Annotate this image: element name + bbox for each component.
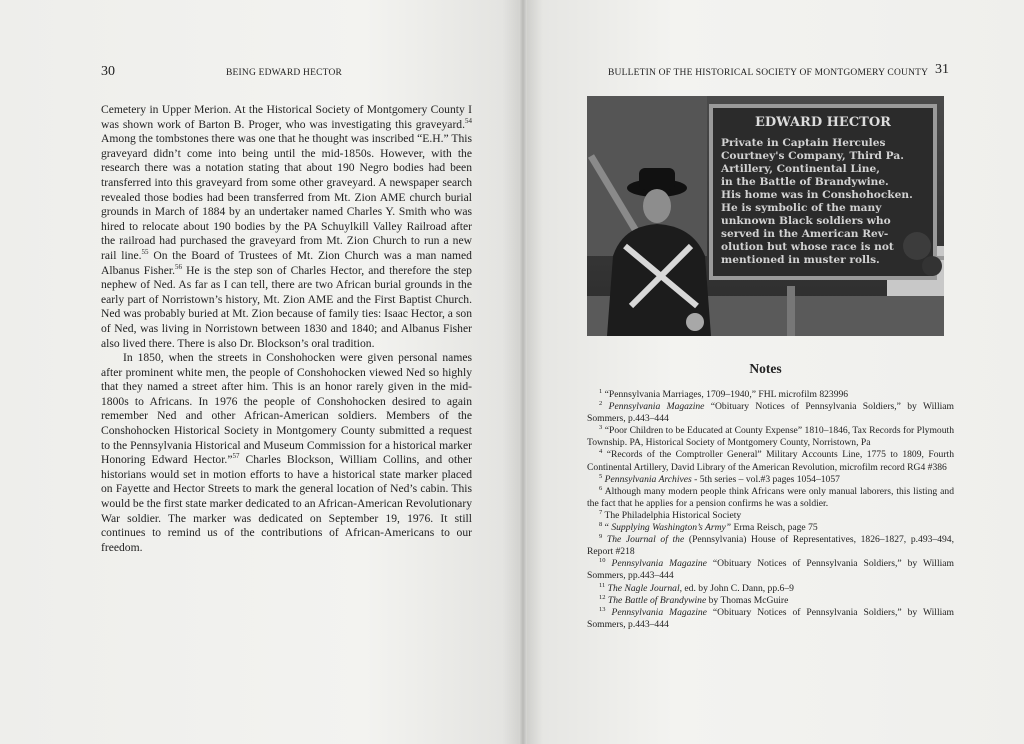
marker-text bbox=[720, 115, 913, 266]
notes-list bbox=[587, 389, 954, 631]
running-head: BEING EDWARD HECTOR bbox=[226, 68, 343, 78]
svg-text:He is symbolic of the many: He is symbolic of the many bbox=[721, 202, 882, 214]
note-item: $^{11}$ The Nagle Journal, ed. by John C. Dann, pp.6–9 bbox=[599, 581, 794, 594]
note-item: $^9$ The Journal of the (Pennsylvania) House of Representatives, 1826–1827, p.493–494, Report #218 bbox=[587, 532, 954, 558]
page-number: 30 bbox=[101, 64, 115, 79]
paragraph: In 1850, when the streets in Conshohocken were given personal names after prominent white men, the people of Conshohocken viewed Ned so highly that they named a street after him. This is an honor rarely given in the mid-1800s to Africans. In 1976 the people of Conshohocken desired to again remember Ned and other African-American soldiers. Members of the Conshohocken Historical Society in Montgomery County submitted a request to the Pennsylvania Historical and Museum Commission for a historical marker Honoring Edward Hector.”$^{57}$ Charles Blockson, William Collins, and other historians would set in motion efforts to have a historical state marker placed on Fayette and Hector Streets to mark the general location of Ned’s cabin. This would be the first state marker dedicated to an African-American Revolutionary War soldier. The marker was dedicated on September 19, 1976. It still continues to remind us of the contributions of African-Americans to our freedom. bbox=[101, 351, 472, 554]
svg-text:in the Battle of Brandywine.: in the Battle of Brandywine. bbox=[721, 176, 889, 188]
svg-text:mentioned in muster rolls.: mentioned in muster rolls. bbox=[721, 254, 880, 266]
svg-text:Private in Captain Hercules: Private in Captain Hercules bbox=[721, 137, 886, 149]
historical-marker-photo bbox=[587, 96, 944, 336]
footnote-ref: 54 bbox=[465, 116, 472, 125]
footnote-ref: 57 bbox=[232, 452, 240, 461]
book-gutter bbox=[519, 0, 527, 744]
svg-text:EDWARD HECTOR: EDWARD HECTOR bbox=[755, 115, 891, 130]
page-number: 31 bbox=[935, 62, 949, 77]
note-item: $^{12}$ The Battle of Brandywine by Thomas McGuire bbox=[599, 593, 789, 606]
marker-photo-image bbox=[587, 96, 944, 336]
notes-heading: Notes bbox=[749, 361, 782, 376]
note-item: $^1$ “Pennsylvania Marriages, 1709–1940,” FHL microfilm 823996 bbox=[599, 387, 849, 400]
svg-text:unknown Black soldiers who: unknown Black soldiers who bbox=[721, 215, 891, 227]
note-item: $^6$ Although many modern people think Africans were only manual laborers, this listing and the fact that he applies for a pension confirms he was a soldier. bbox=[587, 484, 954, 509]
note-item: $^4$ “Records of the Comptroller General” Military Accounts Line, 1775 to 1809, Fourth Continental Artillery, David Library of the American Revolution, microfilm record RG4 #386 bbox=[587, 448, 954, 473]
note-item: $^{10}$ Pennsylvania Magazine “Obituary Notices of Pennsylvania Soldiers,” by William Sommers, pp.443–444 bbox=[587, 557, 954, 582]
svg-text:olution but whose race is not: olution but whose race is not bbox=[721, 241, 894, 253]
paragraph: Cemetery in Upper Merion. At the Historical Society of Montgomery County I was shown work of Barton B. Proger, who was investigating this graveyard.$^{54}$ Among the tombstones there was one that he thought was inscribed “E.H.” This graveyard didn’t come into being until the mid-1850s. However, with the research there was a notation stating that about 190 Negro bodies had been transferred into this graveyard from some other graveyard. A newspaper search revealed those bodies had been transferred from Mt. Zion AME church burial grounds in March of 1884 by an undertaker named Charles Y. Smith who was hired to relocate about 190 bodies by the PA Schuylkill Valley Railroad after the railroad had purchased the graveyard from Mt. Zion Church to run a new rail line.$^{55}$ On the Board of Trustees of Mt. Zion Church was a man named Albanus Fisher.$^{56}$ He is the step son of Charles Hector, and therefore the step nephew of Ned. As far as I can tell, there are two African burial grounds in the early part of Norristown’s history, Mt. Zion AME and the First Baptist Church. Ned was probably buried at Mt. Zion because of family ties: Isaac Hector, a son of Ned, was living in Norristown between 1830 and 1840; and Albanus Fisher also lived there. There is also Dr. Blockson’s oral tradition. bbox=[101, 103, 472, 350]
running-head: BULLETIN OF THE HISTORICAL SOCIETY OF MONTGOMERY COUNTY bbox=[608, 68, 929, 78]
svg-text:Courtney's Company, Third Pa.: Courtney's Company, Third Pa. bbox=[721, 150, 904, 162]
note-item: $^5$ Pennsylvania Archives - 5th series – vol.#3 pages 1054–1057 bbox=[599, 472, 840, 485]
note-item: $^8$ “ Supplying Washington’s Army” Erma Reisch, page 75 bbox=[599, 520, 818, 534]
note-item: $^2$ Pennsylvania Magazine “Obituary Notices of Pennsylvania Soldiers,” by William Sommers, p.443–444 bbox=[587, 399, 955, 425]
svg-text:His home was in Conshohocken.: His home was in Conshohocken. bbox=[721, 189, 913, 201]
footnote-ref: 55 bbox=[141, 248, 149, 257]
footnote-ref: 56 bbox=[175, 262, 182, 271]
svg-text:served in the American Rev-: served in the American Rev- bbox=[721, 228, 889, 240]
note-item: $^{13}$ Pennsylvania Magazine “Obituary Notices of Pennsylvania Soldiers,” by William Sommers, p.443–444 bbox=[587, 605, 954, 630]
body-text bbox=[101, 103, 472, 555]
note-item: $^7$ The Philadelphia Historical Society bbox=[599, 508, 742, 521]
note-item: $^3$ “Poor Children to be Educated at County Expense” 1810–1846, Tax Records for Plymouth Township. PA, Historical Society of Montgomery County, Norristown, Pa bbox=[587, 424, 954, 449]
svg-text:Artillery, Continental Line,: Artillery, Continental Line, bbox=[721, 163, 880, 175]
